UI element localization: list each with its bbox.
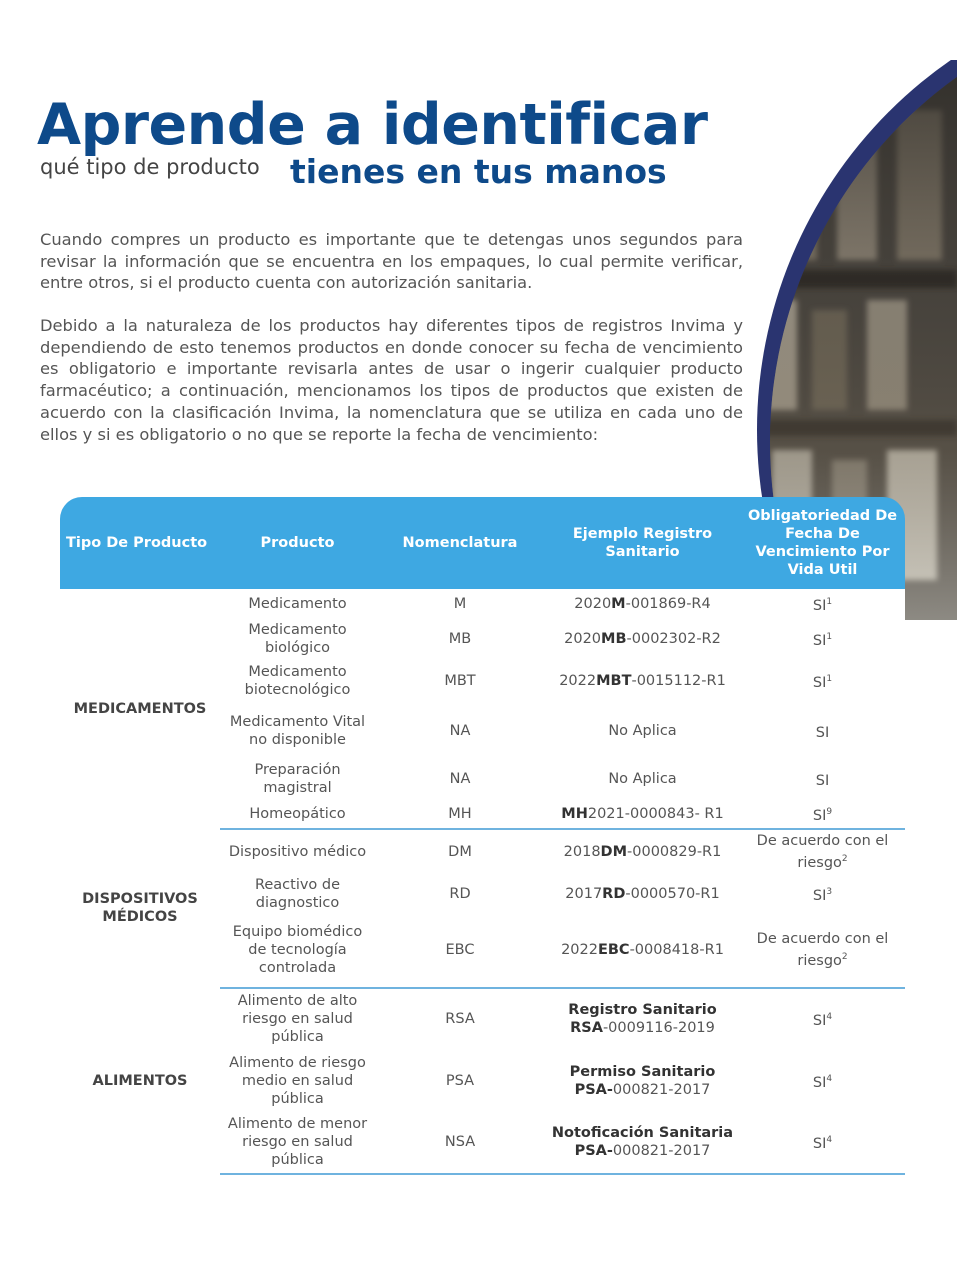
product-name: Reactivo de diagnostico xyxy=(220,874,375,914)
registry-code: MH xyxy=(561,805,588,822)
registry-suffix: -0009116-2019 xyxy=(602,1020,715,1037)
registry-prefix: 2022 xyxy=(559,673,597,689)
expiry-required xyxy=(740,988,905,1050)
registry-example xyxy=(545,759,740,799)
registry-suffix: -0000570-R1 xyxy=(625,885,720,902)
product-name: Homeopático xyxy=(220,799,375,829)
header-tipo: Tipo De Producto xyxy=(60,497,220,589)
expiry-required xyxy=(740,659,905,703)
product-name: Alimento de riesgo medio en salud pública xyxy=(220,1050,375,1112)
footnote-ref: 1 xyxy=(826,597,833,608)
registry-prefix: 2017 xyxy=(565,885,603,902)
intro-paragraph: Cuando compres un producto es importante que te detengas unos segundos para revisar la información que se encuentra en los empaques, lo cual permite verificar, entre otros, si el producto cuenta con autorización sanitaria. xyxy=(40,230,743,293)
footnote-ref: 3 xyxy=(826,886,833,897)
expiry-value: SI xyxy=(812,597,827,614)
header-nomenclatura: Nomenclatura xyxy=(375,497,545,589)
registry-code: MBT xyxy=(596,673,632,689)
nomenclature: MB xyxy=(375,619,545,659)
nomenclature: MH xyxy=(375,799,545,829)
nomenclature: EBC xyxy=(375,914,545,988)
nomenclature: NA xyxy=(375,703,545,759)
registry-code: EBC xyxy=(597,942,630,959)
header-obligatoriedad: Obligatoriedad De Fecha De Vencimiento Por Vida Util xyxy=(740,497,905,589)
product-name: Medicamento xyxy=(220,589,375,619)
footnote-ref: 1 xyxy=(826,674,833,685)
expiry-value: SI xyxy=(812,807,827,824)
expiry-required xyxy=(740,874,905,914)
expiry-value: SI xyxy=(812,632,827,649)
expiry-required xyxy=(740,589,905,619)
footnote-ref: 4 xyxy=(826,1012,833,1023)
product-name: Equipo biomédico de tecnología controlada xyxy=(220,914,375,988)
registry-code: PSA- xyxy=(574,1143,613,1160)
group-label: MEDICAMENTOS xyxy=(60,589,220,829)
nomenclature: NSA xyxy=(375,1112,545,1174)
registry-code: RSA xyxy=(570,1020,603,1037)
registry-suffix: -001869-R4 xyxy=(625,596,711,612)
page-title: Aprende a identificar xyxy=(37,92,708,158)
subtitle-bold: tienes en tus manos xyxy=(290,152,667,191)
nomenclature: RD xyxy=(375,874,545,914)
registry-example xyxy=(545,619,740,659)
registry-example xyxy=(545,703,740,759)
group-label: ALIMENTOS xyxy=(60,988,220,1174)
footnote-ref: 1 xyxy=(826,632,833,643)
registry-example xyxy=(545,589,740,619)
registry-type: Registro Sanitario xyxy=(568,1002,717,1019)
registry-suffix: -0002302-R2 xyxy=(626,631,721,647)
expiry-value: SI xyxy=(812,1074,827,1091)
expiry-required xyxy=(740,619,905,659)
header-producto: Producto xyxy=(220,497,375,589)
registry-prefix: 2022 xyxy=(561,942,598,959)
registry-prefix: 2020 xyxy=(564,631,602,647)
footnote-ref: 9 xyxy=(826,806,833,817)
registry-prefix: 2020 xyxy=(574,596,612,612)
registry-type: Permiso Sanitario xyxy=(569,1063,716,1080)
expiry-required xyxy=(740,1050,905,1112)
registry-example xyxy=(545,988,740,1050)
nomenclature: NA xyxy=(375,759,545,799)
expiry-required xyxy=(740,914,905,988)
registry-suffix: 2021-0000843- R1 xyxy=(587,805,724,822)
expiry-required xyxy=(740,759,905,799)
nomenclature: MBT xyxy=(375,659,545,703)
nomenclature: M xyxy=(375,589,545,619)
registry-code: RD xyxy=(602,885,626,902)
product-name: Dispositivo médico xyxy=(220,829,375,874)
registry-code: PSA- xyxy=(574,1081,613,1098)
group-label: DISPOSITIVOS MÉDICOS xyxy=(60,829,220,988)
product-name: Medicamento biotecnológico xyxy=(220,659,375,703)
footnote-ref: 4 xyxy=(826,1135,833,1146)
expiry-value: De acuerdo con el riesgo xyxy=(756,931,889,970)
table-row xyxy=(60,988,905,1050)
registry-suffix: 000821-2017 xyxy=(612,1081,711,1098)
registry-code: M xyxy=(611,596,626,612)
registry-type: Notoficación Sanitaria xyxy=(551,1125,734,1142)
registry-code: DM xyxy=(600,843,628,860)
registry-suffix: -0008418-R1 xyxy=(629,942,724,959)
registry-prefix: 2018 xyxy=(563,843,601,860)
registry-example xyxy=(545,829,740,874)
expiry-required xyxy=(740,1112,905,1174)
expiry-value: SI xyxy=(812,1013,827,1030)
expiry-value: SI xyxy=(815,724,830,741)
nomenclature: PSA xyxy=(375,1050,545,1112)
registry-suffix: -0015112-R1 xyxy=(631,673,726,689)
classification-paragraph: Debido a la naturaleza de los productos hay diferentes tipos de registros Invima y dependiendo de esto tenemos productos en donde conocer su fecha de vencimiento es obligatorio e importante revisarla antes de usar o ingerir cualquier producto farmacéutico; a continuación, mencionamos los tipos de productos que existen de acuerdo con la clasificación Invima, la nomenclatura que se utiliza en cada uno de ellos y si es obligatorio o no que se reporte la fecha de vencimiento: xyxy=(40,316,743,444)
product-name: Alimento de alto riesgo en salud pública xyxy=(220,988,375,1050)
expiry-value: SI xyxy=(815,772,830,789)
registry-suffix: 000821-2017 xyxy=(612,1143,711,1160)
product-registry-table xyxy=(60,497,905,1175)
header-ejemplo: Ejemplo Registro Sanitario xyxy=(545,497,740,589)
registry-suffix: -0000829-R1 xyxy=(627,843,722,860)
footnote-ref: 4 xyxy=(826,1073,833,1084)
expiry-required xyxy=(740,799,905,829)
footnote-ref: 2 xyxy=(841,952,848,963)
subtitle-light: qué tipo de producto xyxy=(40,155,260,179)
expiry-value: De acuerdo con el riesgo xyxy=(756,833,889,871)
registry-example xyxy=(545,1112,740,1174)
product-name: Alimento de menor riesgo en salud pública xyxy=(220,1112,375,1174)
expiry-required xyxy=(740,829,905,874)
registry-prefix: No Aplica xyxy=(608,723,677,739)
footnote-ref: 2 xyxy=(841,854,848,864)
product-name: Medicamento biológico xyxy=(220,619,375,659)
registry-example xyxy=(545,799,740,829)
registry-example xyxy=(545,874,740,914)
table-row xyxy=(60,589,905,619)
expiry-value: SI xyxy=(812,674,827,691)
product-name: Preparación magistral xyxy=(220,759,375,799)
expiry-required xyxy=(740,703,905,759)
product-name: Medicamento Vital no disponible xyxy=(220,703,375,759)
nomenclature: DM xyxy=(375,829,545,874)
expiry-value: SI xyxy=(812,887,827,904)
registry-code: MB xyxy=(601,631,627,647)
registry-example xyxy=(545,914,740,988)
nomenclature: RSA xyxy=(375,988,545,1050)
registry-example xyxy=(545,659,740,703)
expiry-value: SI xyxy=(812,1136,827,1153)
table-row xyxy=(60,829,905,874)
registry-example xyxy=(545,1050,740,1112)
registry-prefix: No Aplica xyxy=(608,771,677,787)
